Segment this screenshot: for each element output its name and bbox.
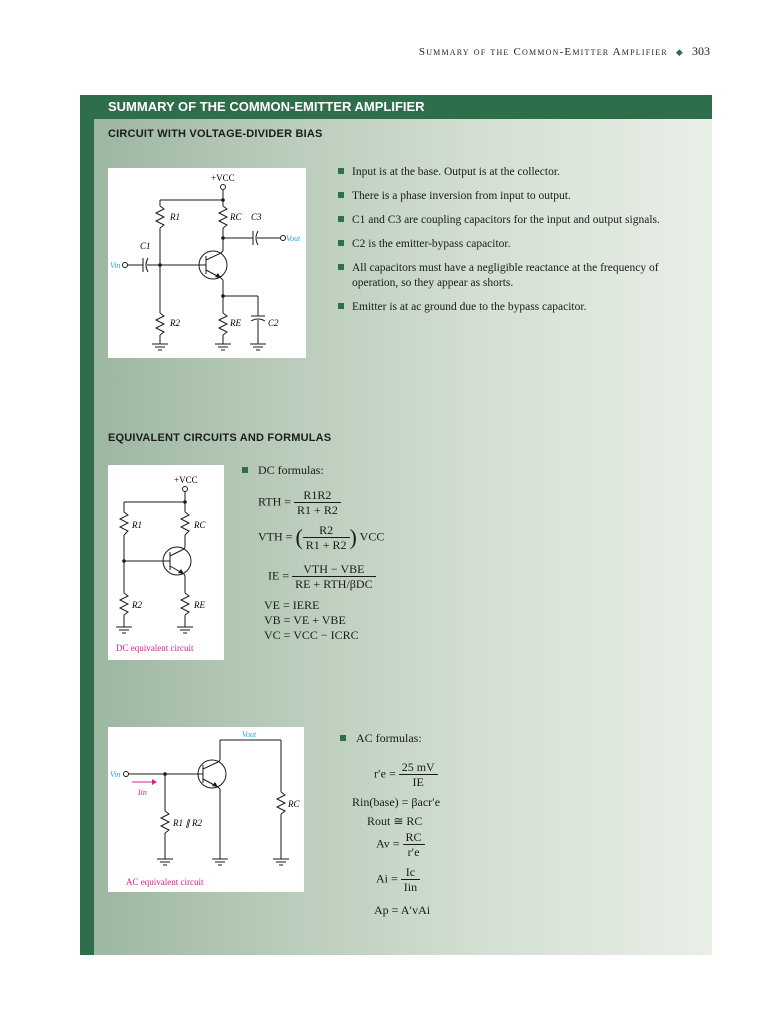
ac-vin-label: Vin: [110, 770, 121, 779]
formula-vb: VB = VE + VBE: [264, 613, 346, 627]
c2-label: C2: [268, 318, 279, 328]
formula-rin: Rin(base) = βacr′e: [352, 795, 441, 809]
vcc-label: +VCC: [211, 173, 235, 183]
ac-rc-label: RC: [288, 799, 300, 809]
panel-title: SUMMARY OF THE COMMON-EMITTER AMPLIFIER: [80, 95, 712, 119]
diamond-icon: ◆: [675, 47, 684, 57]
dc-rc-label: RC: [194, 520, 206, 530]
formula-vc: VC = VCC − ICRC: [264, 628, 359, 642]
list-item: Input is at the base. Output is at the collector.: [338, 165, 698, 180]
running-title: Summary of the Common-Emitter Amplifier: [418, 46, 668, 58]
circuit-notes-list: [338, 165, 698, 324]
circuit-voltage-divider-box: [108, 168, 306, 358]
formula-rout: Rout ≅ RC: [367, 814, 423, 828]
dc-caption: DC equivalent circuit: [116, 643, 194, 653]
list-item: C2 is the emitter-bypass capacitor.: [338, 237, 698, 252]
dc-r2-label: R2: [132, 600, 142, 610]
bullet-square-icon: [340, 735, 346, 741]
dc-vcc-label: +VCC: [174, 475, 198, 485]
formula-ai: Ai = $\frac{Ic}{\text{Iin}}$: [376, 865, 420, 894]
formula-re-prime: r′e = $\frac{25 mV}{IE}$: [374, 760, 438, 789]
formula-ve: VE = IERE: [264, 598, 320, 612]
vout-label: Vout: [286, 234, 301, 243]
page-number: 303: [692, 44, 710, 58]
circuit-voltage-divider-diagram: [108, 168, 306, 358]
bullet-square-icon: [242, 467, 248, 473]
vin-label: Vin: [110, 261, 121, 270]
c3-label: C3: [251, 212, 262, 222]
ac-r1r2-label: R1 ∥ R2: [173, 818, 202, 828]
dc-equivalent-diagram: [108, 465, 224, 660]
list-item: Emitter is at ac ground due to the bypass capacitor.: [338, 300, 698, 315]
dc-re-label: RE: [194, 600, 205, 610]
formula-rth: RTH = $\frac{R1R2}{R1 + R2}$: [258, 488, 341, 517]
ac-equivalent-box: [108, 727, 304, 892]
dc-equivalent-box: [108, 465, 224, 660]
r2-label: R2: [170, 318, 180, 328]
running-head: [419, 44, 710, 59]
section-heading-equivalent: EQUIVALENT CIRCUITS AND FORMULAS: [108, 432, 332, 444]
ac-iin-label: Iin: [138, 788, 147, 797]
dc-formulas-label: DC formulas:: [242, 463, 324, 478]
r1-label: R1: [170, 212, 180, 222]
formula-vth: VTH = ( $\frac{R2}{R1 + R2}$ ) VCC: [258, 523, 385, 552]
ac-formulas-label: AC formulas:: [340, 731, 422, 746]
bullet-square-icon: [338, 216, 344, 222]
c1-label: C1: [140, 241, 151, 251]
dc-r1-label: R1: [132, 520, 142, 530]
formula-ap: Ap = A′vAi: [374, 903, 431, 917]
bullet-square-icon: [338, 168, 344, 174]
section-heading-circuit: CIRCUIT WITH VOLTAGE-DIVIDER BIAS: [108, 128, 323, 140]
bullet-square-icon: [338, 303, 344, 309]
re-label: RE: [230, 318, 241, 328]
bullet-square-icon: [338, 240, 344, 246]
bullet-square-icon: [338, 192, 344, 198]
panel-left-bar: [80, 95, 94, 955]
bullet-square-icon: [338, 264, 344, 270]
list-item: C1 and C3 are coupling capacitors for the input and output signals.: [338, 213, 698, 228]
list-item: There is a phase inversion from input to output.: [338, 189, 698, 204]
list-item: All capacitors must have a negligible reactance at the frequency of operation, so they appear as shorts.: [338, 261, 698, 291]
ac-equivalent-diagram: [108, 727, 304, 892]
ac-vout-label: Vout: [242, 730, 257, 739]
formula-ie: IE = $\frac{\text{VTH − VBE}}{\text{RE + RTH/βDC}}$: [268, 562, 376, 591]
rc-label: RC: [230, 212, 242, 222]
ac-caption: AC equivalent circuit: [126, 877, 204, 887]
formula-av: Av = $\frac{RC}{r'e}$: [376, 830, 425, 859]
